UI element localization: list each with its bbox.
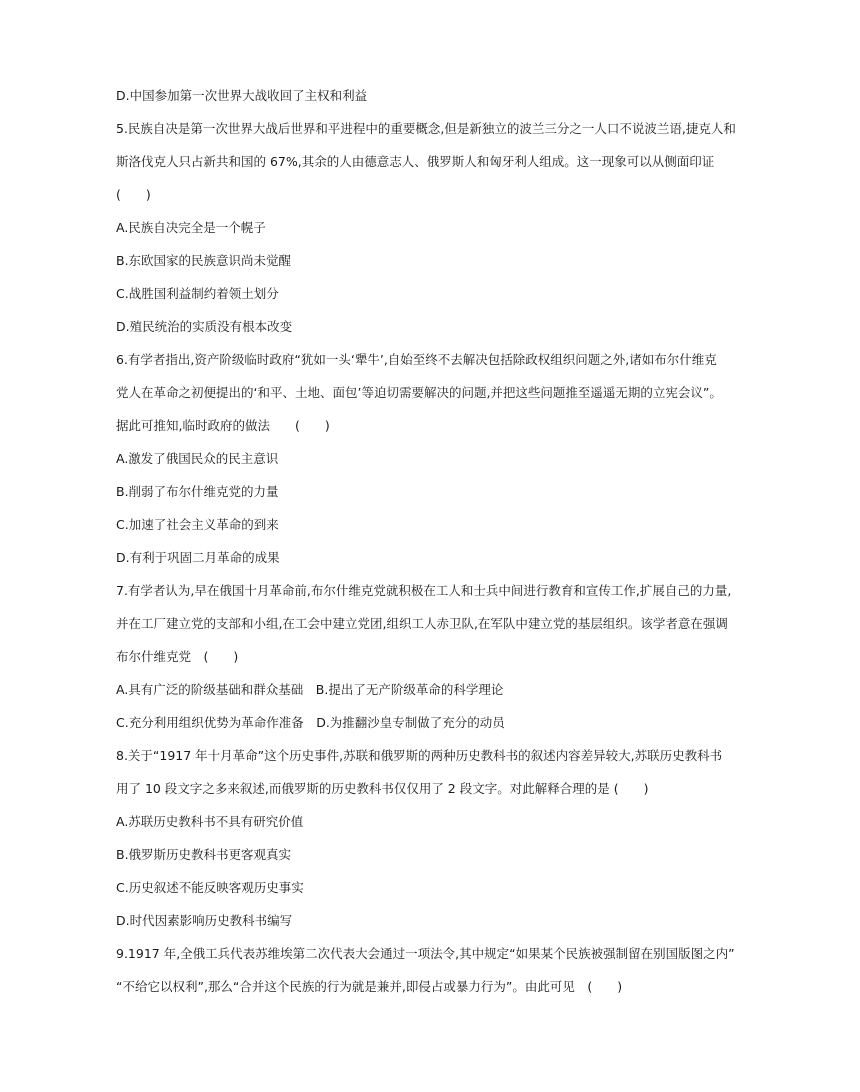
question-6-stem: 据此可推知,临时政府的做法 ( ) [116, 418, 330, 433]
option-a-q8: A.苏联历史教科书不具有研究价值 [116, 814, 304, 829]
document-body [116, 88, 756, 1012]
question-7-stem: 布尔什维克党 ( ) [116, 649, 239, 664]
question-5-stem: 5.民族自决是第一次世界大战后世界和平进程中的重要概念,但是新独立的波兰三分之一人口不说波兰语,捷克人和 [116, 121, 736, 136]
question-6-stem: 党人在革命之初便提出的‘和平、土地、面包’等迫切需要解决的问题,并把这些问题推至遥遥无期的立宪会议”。 [116, 385, 722, 400]
option-a-q6: A.激发了俄国民众的民主意识 [116, 451, 279, 466]
option-b-q6: B.削弱了布尔什维克党的力量 [116, 484, 279, 499]
option-a-q5: A.民族自决完全是一个幌子 [116, 220, 266, 235]
question-8-stem: 8.关于“1917 年十月革命”这个历史事件,苏联和俄罗斯的两种历史教科书的叙述内容差异较大,苏联历史教科书 [116, 748, 723, 763]
question-6-stem: 6.有学者指出,资产阶级临时政府“犹如一头‘犟牛’,自始至终不去解决包括除政权组织问题之外,诸如布尔什维克 [116, 352, 717, 367]
answer-blank: ( ) [116, 187, 151, 202]
options-c-d-q7: C.充分利用组织优势为革命作准备 D.为推翻沙皇专制做了充分的动员 [116, 715, 505, 730]
option-b-q5: B.东欧国家的民族意识尚未觉醒 [116, 253, 292, 268]
option-d-q8: D.时代因素影响历史教科书编写 [116, 913, 293, 928]
option-c-q6: C.加速了社会主义革命的到来 [116, 517, 279, 532]
option-d-q5: D.殖民统治的实质没有根本改变 [116, 319, 293, 334]
option-d-q4: D.中国参加第一次世界大战收回了主权和利益 [116, 88, 368, 103]
question-5-stem: 斯洛伐克人只占新共和国的 67%,其余的人由德意志人、俄罗斯人和匈牙利人组成。这一现象可以从侧面印证 [116, 154, 715, 169]
option-b-q8: B.俄罗斯历史教科书更客观真实 [116, 847, 292, 862]
question-7-stem: 7.有学者认为,早在俄国十月革命前,布尔什维克党就积极在工人和士兵中间进行教育和宣传工作,扩展自己的力量, [116, 583, 732, 598]
option-c-q8: C.历史叙述不能反映客观历史事实 [116, 880, 304, 895]
question-7-stem: 并在工厂建立党的支部和小组,在工会中建立党团,组织工人赤卫队,在军队中建立党的基层组织。该学者意在强调 [116, 616, 728, 631]
question-9-stem: “不给它以权利”,那么“合并这个民族的行为就是兼并,即侵占或暴力行为”。由此可见 ( ) [116, 979, 623, 994]
question-8-stem: 用了 10 段文字之多来叙述,而俄罗斯的历史教科书仅仅用了 2 段文字。对此解释合理的是 ( ) [116, 781, 649, 796]
option-c-q5: C.战胜国利益制约着领土划分 [116, 286, 279, 301]
option-d-q6: D.有利于巩固二月革命的成果 [116, 550, 280, 565]
question-9-stem: 9.1917 年,全俄工兵代表苏维埃第二次代表大会通过一项法令,其中规定“如果某个民族被强制留在别国版图之内” [116, 946, 735, 961]
options-a-b-q7: A.具有广泛的阶级基础和群众基础 B.提出了无产阶级革命的科学理论 [116, 682, 504, 697]
